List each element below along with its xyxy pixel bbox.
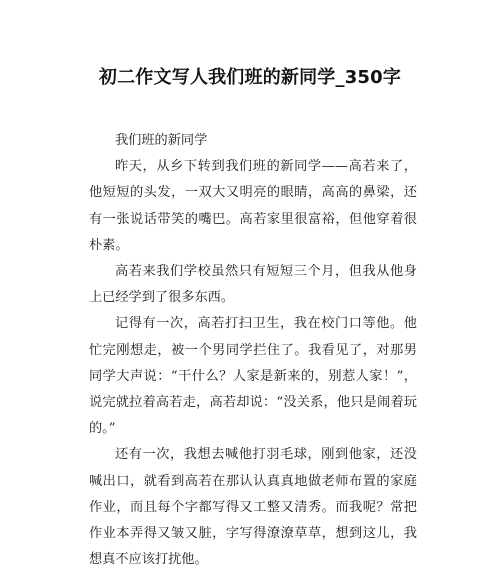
paragraph: 还有一次，我想去喊他打羽毛球，刚到他家，还没喊出口，就看到高若在那认认真真地做老师布置的家庭作业，而且每个字都写得又工整又清秀。而我呢？常把作业本弄得又皱又脏，字写得潦潦草草，想到这儿，我想真不应该打扰他。 xyxy=(89,447,417,568)
article-body xyxy=(89,128,417,573)
paragraph: 记得有一次，高若打扫卫生，我在校门口等他。他忙完刚想走，被一个男同学拦住了。我看见了，对那男同学大声说：“干什么？人家是新来的，别惹人家！”，说完就拉着高若走，高若却说：“没关系，他只是闹着玩的。” xyxy=(89,316,417,437)
paragraph: 昨天，从乡下转到我们班的新同学——高若来了，他短短的头发，一双大又明亮的眼睛，高高的鼻梁，还有一张说话带笑的嘴巴。高若家里很富裕，但他穿着很朴素。 xyxy=(89,159,417,253)
article-heading: 我们班的新同学 xyxy=(115,133,208,148)
document-title: 初二作文写人我们班的新同学_350字 xyxy=(98,67,402,88)
paragraph: 高若来我们学校虽然只有短短三个月，但我从他身上已经学到了很多东西。 xyxy=(89,264,417,306)
